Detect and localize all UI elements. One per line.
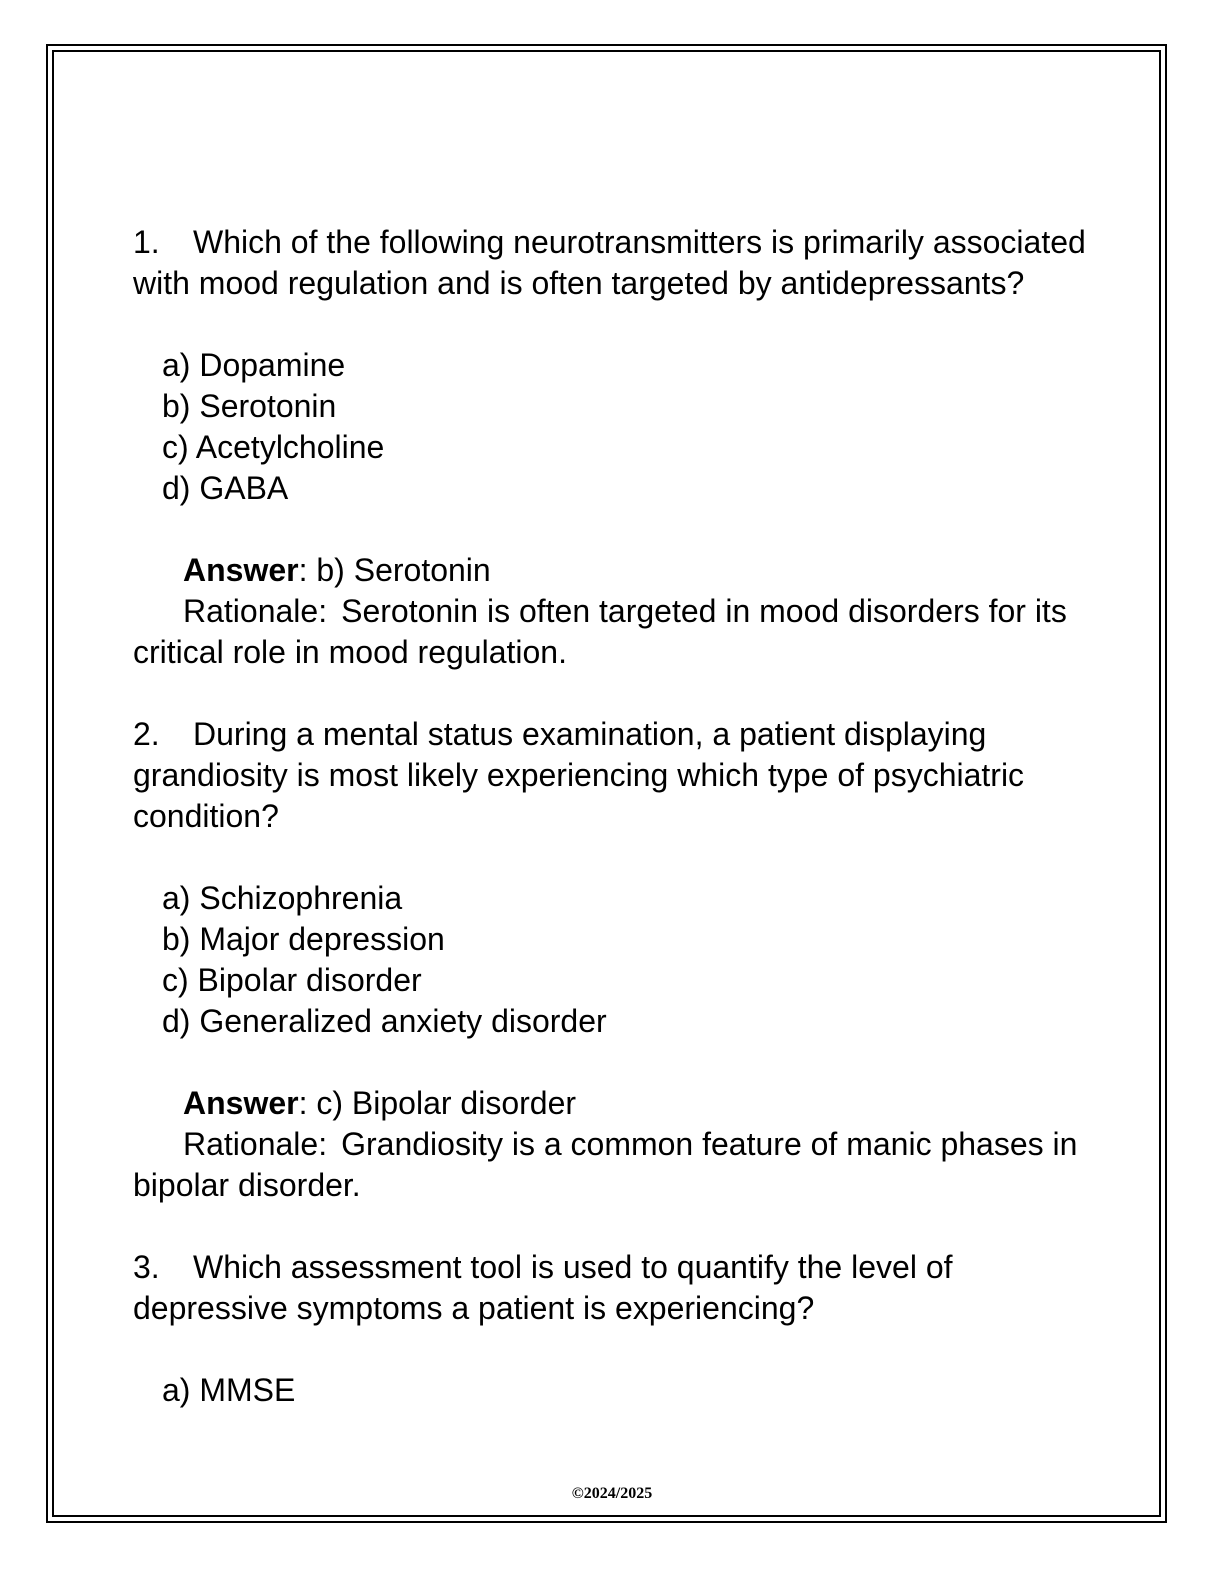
options-list <box>133 1370 1093 1411</box>
answer-value: : b) Serotonin <box>298 552 491 588</box>
option-item: a) MMSE <box>162 1372 296 1408</box>
question-text: During a mental status examination, a patient displaying grandiosity is most likely experiencing which type of psychiatric condition? <box>133 716 1025 834</box>
rationale-label: Rationale: <box>183 593 328 629</box>
answer-line <box>133 550 1093 591</box>
option-item: b) Major depression <box>162 921 445 957</box>
option-item: d) GABA <box>162 470 289 506</box>
answer-value: : c) Bipolar disorder <box>298 1085 577 1121</box>
question-text: Which assessment tool is used to quantify the level of depressive symptoms a patient is experiencing? <box>133 1249 953 1326</box>
option-item: c) Bipolar disorder <box>162 962 422 998</box>
rationale-text: Serotonin is often targeted in mood disorders for its critical role in mood regulation. <box>133 593 1067 670</box>
rationale <box>133 591 1093 673</box>
question-number: 2. <box>133 716 160 752</box>
option-item: c) Acetylcholine <box>162 429 385 465</box>
question-2 <box>133 714 1093 837</box>
question-number: 1. <box>133 224 160 260</box>
options-list <box>133 345 1093 509</box>
option-item: b) Serotonin <box>162 388 337 424</box>
option-item: a) Dopamine <box>162 347 346 383</box>
rationale-text: Grandiosity is a common feature of manic phases in bipolar disorder. <box>133 1126 1078 1203</box>
question-text: Which of the following neurotransmitters is primarily associated with mood regulation and is often targeted by antidepressants? <box>133 224 1086 301</box>
answer-line <box>133 1083 1093 1124</box>
question-1 <box>133 222 1093 304</box>
option-item: a) Schizophrenia <box>162 880 403 916</box>
option-item: d) Generalized anxiety disorder <box>162 1003 607 1039</box>
question-3 <box>133 1247 1093 1329</box>
answer-label: Answer <box>183 552 299 588</box>
rationale <box>133 1124 1093 1206</box>
question-number: 3. <box>133 1249 160 1285</box>
options-list <box>133 878 1093 1042</box>
answer-label: Answer <box>183 1085 299 1121</box>
rationale-label: Rationale: <box>183 1126 328 1162</box>
document-content <box>133 222 1093 1411</box>
copyright-footer: ©2024/2025 <box>571 1485 653 1502</box>
